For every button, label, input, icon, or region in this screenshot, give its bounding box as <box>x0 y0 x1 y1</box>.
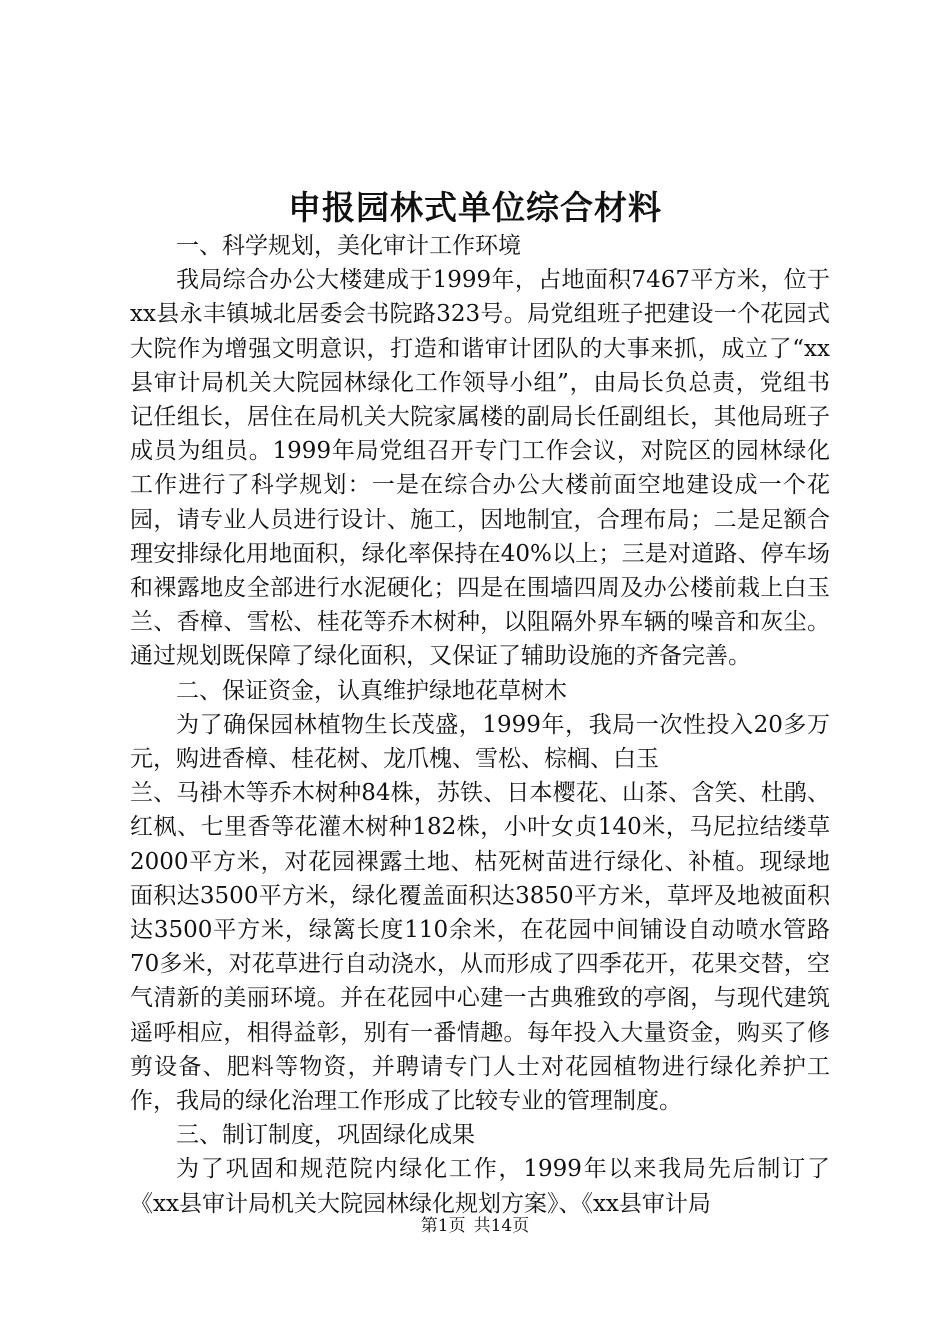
section-heading-3: 三、制订制度，巩固绿化成果 <box>176 1122 475 1149</box>
paragraph-4: 为了巩固和规范院内绿化工作，1999年以来我局先后制订了《xx县审计局机关大院园林绿化规划方案》、《xx县审计局 <box>130 1156 830 1217</box>
paragraph-2: 为了确保园林植物生长茂盛，1999年，我局一次性投入20多万元，购进香樟、桂花树、龙爪槐、雪松、棕榈、白玉 <box>130 711 830 773</box>
page-total: 共14页 <box>473 1216 530 1236</box>
paragraph-1: 我局综合办公大楼建成于1999年，占地面积7467平方米，位于xx县永丰镇城北居委会书院路323号。局党组班子把建设一个花园式大院作为增强文明意识，打造和谐审计团队的大事来抓，成立了“xx县审计局机关大院园林绿化工作领导小组”，由局长负总责，党组书记任组长，居住在局机关大院家属楼的副局长任副组长，其他局班子成员为组员。1999年局党组召开专门工作会议，对院区的园林绿化工作进行了科学规划：一是在综合办公大楼前面空地建设成一个花园，请专业人员进行设计、施工，因地制宜，合理布局；二是足额合理安排绿化用地面积，绿化率保持在40%以上；三是对道路、停车场和裸露地皮全部进行水泥硬化；四是在围墙四周及办公楼前栽上白玉兰、香樟、雪松、桂花等乔木树种，以阻隔外界车辆的噪音和灰尘。通过规划既保障了绿化面积，又保证了辅助设施的齐备完善。 <box>130 267 830 670</box>
page-footer <box>0 1215 950 1237</box>
section-heading-2: 二、保证资金，认真维护绿地花草树木 <box>176 677 567 704</box>
page-number: 第1页 <box>420 1216 466 1236</box>
paragraph-3: 兰、马褂木等乔木树种84株，苏铁、日本樱花、山茶、含笑、杜鹃、红枫、七里香等花灌木树种182株，小叶女贞140米，马尼拉结缕草2000平方米，对花园裸露土地、枯死树苗进行绿化、补植。现绿地面积达3500平方米，绿化覆盖面积达3850平方米，草坪及地被面积达3500平方米，绿篱长度110余米，在花园中间铺设自动喷水管路70多米，对花草进行自动浇水，从而形成了四季花开，花果交替，空气清新的美丽环境。并在花园中心建一古典雅致的亭阁，与现代建筑遥呼相应，相得益彰，别有一番情趣。每年投入大量资金，购买了修剪设备、肥料等物资，并聘请专门人士对花园植物进行绿化养护工作，我局的绿化治理工作形成了比较专业的管理制度。 <box>130 780 830 1115</box>
document-title: 申报园林式单位综合材料 <box>288 188 662 227</box>
section-heading-1: 一、科学规划，美化审计工作环境 <box>176 233 521 259</box>
document-body <box>130 229 830 1221</box>
